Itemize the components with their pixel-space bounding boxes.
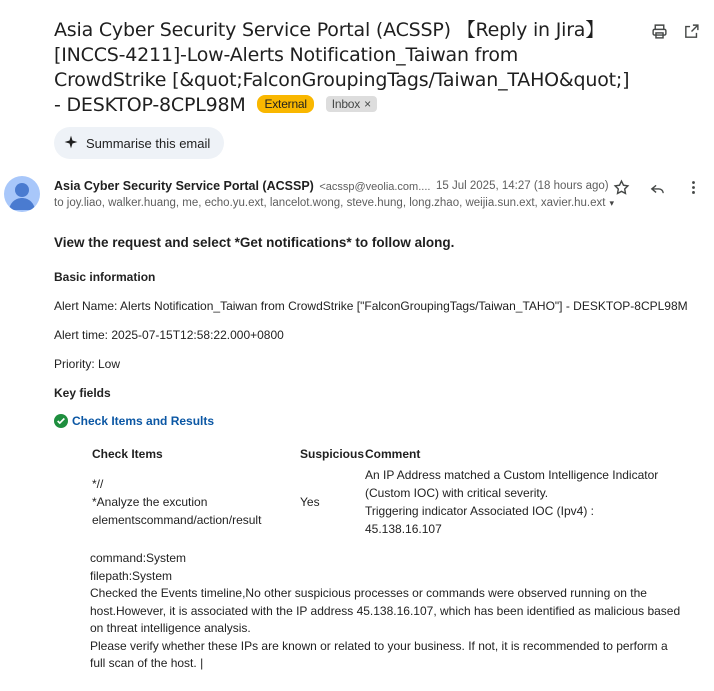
thread-actions [650,22,700,40]
cell-line: elementscommand/action/result [92,513,262,527]
star-icon[interactable] [612,178,630,196]
header-suspicious: Suspicious [300,447,365,461]
inbox-label[interactable] [326,96,377,112]
details-line: command:System [90,551,187,565]
basic-info-heading: Basic information [54,270,156,284]
sender-line [54,179,430,193]
priority: Priority: Low [54,357,121,371]
sender-email: <acssp@veolia.com.... [319,181,431,193]
remove-label-button[interactable]: × [364,97,371,111]
sparkle-icon [64,135,78,152]
check-items-link[interactable] [54,414,214,428]
summarise-button[interactable] [54,127,224,159]
cell-line: An IP Address matched a Custom Intelligence Indicator [365,468,659,482]
cell-line: (Custom IOC) with critical severity. [365,486,549,500]
sender-name[interactable]: Asia Cyber Security Service Portal (ACSSP) [54,179,314,193]
check-circle-icon [54,414,68,428]
cell-line: 45.138.16.107 [365,522,442,536]
subject-text: Asia Cyber Security Service Portal (ACSSP) 【Reply in Jira】 [INCCS-4211]-Low-Alerts Notification_Taiwan from CrowdStrike [&quot;FalconGroupingTags/Taiwan_TAHO&quot;] - DESKTOP-8CPL98M [54,19,630,116]
details-line: Please verify whether these IPs are known or related to your business. If not, it is recommended to perform a [90,638,668,653]
alert-time: Alert time: 2025-07-15T12:58:22.000+0800 [54,328,284,342]
inbox-label-text: Inbox [331,97,361,111]
external-label: External [257,95,313,113]
more-vertical-icon[interactable] [684,178,702,196]
alert-name: Alert Name: Alerts Notification_Taiwan from CrowdStrike ["FalconGroupingTags/Taiwan_TAHO"] - DESKTOP-8CPL98M [54,299,688,313]
details-line: on threat intelligence analysis. [90,621,251,635]
cell-line: *// [92,477,104,491]
recipients-line [54,197,614,209]
open-in-new-window-icon[interactable] [682,22,700,40]
print-icon[interactable] [650,22,668,40]
details-line: host.However, it is associated with the IP address 45.138.16.107, which has been identified as malicious based [90,603,681,618]
header-check-items: Check Items [92,447,163,461]
key-fields-heading: Key fields [54,386,111,400]
cell-comment [365,466,658,538]
details-line: filepath:System [90,568,173,583]
cell-line: Triggering indicator Associated IOC (Ipv4) : [365,504,594,518]
body-heading: View the request and select *Get notifications* to follow along. [54,235,455,250]
details-line: full scan of the host. | [90,656,204,670]
recipients-text: to joy.liao, walker.huang, me, echo.yu.ext, lancelot.wong, steve.hung, long.zhao, weijia.sun.ext, xavier.hu.ext [54,197,606,209]
message-actions [612,178,702,196]
email-date: 15 Jul 2025, 14:27 (18 hours ago) [436,180,609,192]
cell-check-items [92,475,261,529]
person-avatar-icon[interactable] [4,176,40,212]
email-subject [54,18,634,118]
check-items-label: Check Items and Results [72,414,215,428]
reply-icon[interactable] [648,178,666,196]
cell-suspicious: Yes [300,495,320,509]
summarise-label: Summarise this email [86,135,211,151]
header-comment: Comment [365,447,421,461]
show-details-chevron-icon[interactable]: ▾ [609,197,615,208]
cell-line: *Analyze the excution [92,495,208,509]
details-line: Checked the Events timeline,No other suspicious processes or commands were observed running on the [90,586,647,600]
details-block [90,550,680,673]
